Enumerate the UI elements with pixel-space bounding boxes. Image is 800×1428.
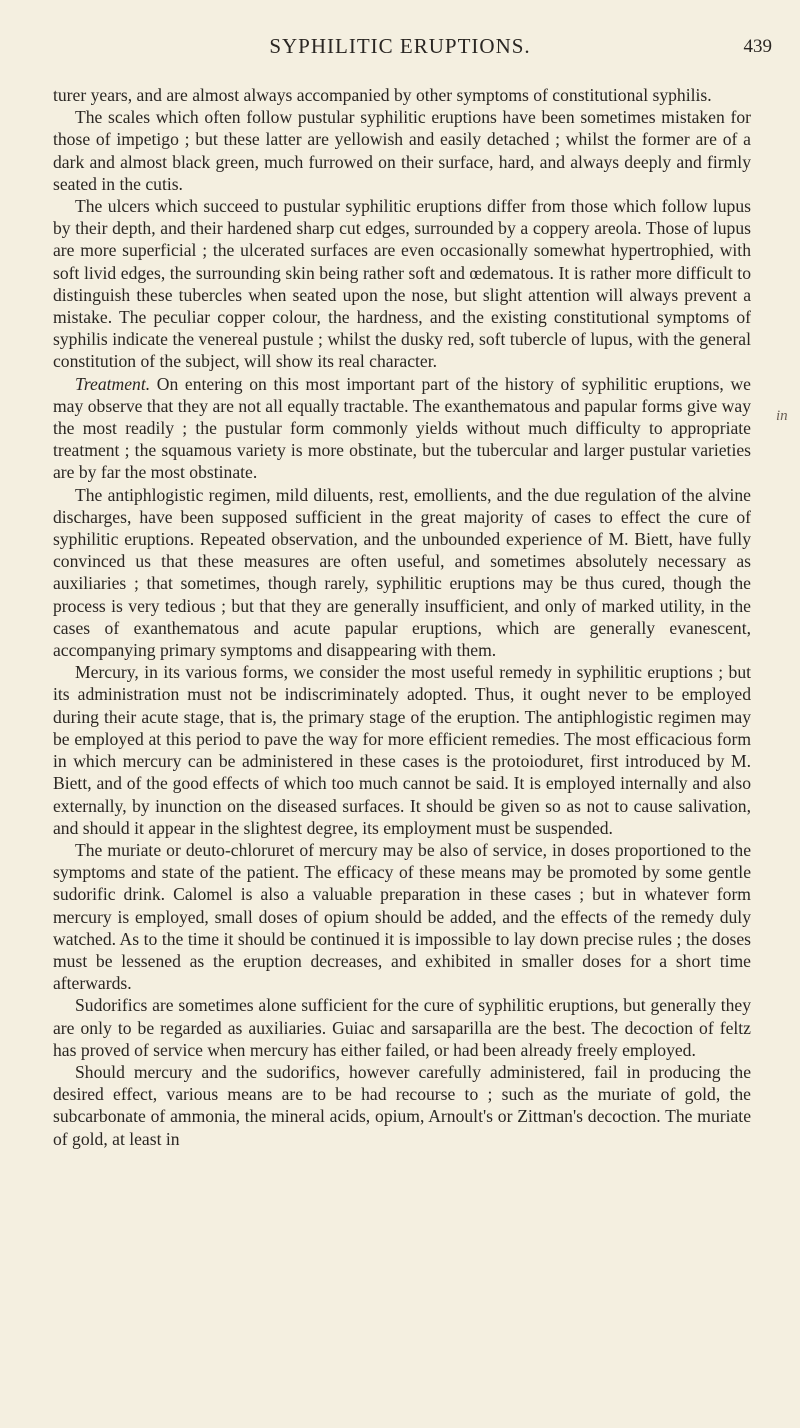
paragraph: The antiphlogistic regimen, mild diluents, rest, emollients, and the due regulation of the alvine discharges, have been supposed sufficient in the great majority of cases to effect the cure of syphilitic eruptions. Repeated observation, and the unbounded experience of M. Biett, have fully convinced us that these measures are often useful, and sometimes absolutely necessary as auxiliaries ; that sometimes, though rarely, syphilitic eruptions may be thus cured, though the process is very tedious ; but that they are generally insufficient, and only of marked utility, in the cases of exanthematous and acute papular eruptions, which are generally evanescent, accompanying primary symptoms and disappearing with them. <box>53 484 751 661</box>
section-heading-treatment: Treatment. <box>75 373 151 394</box>
paragraph <box>53 373 751 484</box>
paragraph: The ulcers which succeed to pustular syphilitic eruptions differ from those which follow lupus by their depth, and their hardened sharp cut edges, surrounded by a coppery areola. Those of lupus are more superficial ; the ulcerated surfaces are even occasionally somewhat hypertrophied, with soft livid edges, the surrounding skin being rather soft and œdematous. It is rather more difficult to distinguish these tubercles when seated upon the nose, but slight attention will always prevent a mistake. The peculiar copper colour, the hardness, and the existing constitutional symptoms of syphilis indicate the venereal pustule ; whilst the dusky red, soft tubercle of lupus, with the general constitution of the subject, will show its real character. <box>53 196 751 372</box>
page-number: 439 <box>743 36 772 57</box>
page-header <box>0 26 800 64</box>
paragraph: Sudorifics are sometimes alone sufficient for the cure of syphilitic eruptions, but generally they are only to be regarded as auxiliaries. Guiac and sarsaparilla are the best. The decoction of feltz has proved of service when mercury has either failed, or had been already freely employed. <box>53 995 751 1060</box>
body-text <box>53 84 751 1150</box>
paragraph: The scales which often follow pustular syphilitic eruptions have been sometimes mistaken for those of impetigo ; but these latter are yellowish and easily detached ; whilst the former are of a dark and almost black green, much furrowed on their surface, hard, and always deeply and firmly seated in the cutis. <box>53 107 751 194</box>
handwritten-margin-note: in <box>776 408 788 424</box>
paragraph-text: On entering on this most important part of the history of syphilitic eruptions, we may observe that they are not all equally tractable. The exanthematous and papular forms give way the most readily ; the pustular form commonly yields without much difficulty to appropriate treatment ; the squamous variety is more obstinate, but the tubercular and larger pustular varieties are by far the most obstinate. <box>53 373 751 483</box>
paragraph: Mercury, in its various forms, we consider the most useful remedy in syphilitic eruptions ; but its administration must not be indiscriminately adopted. Thus, it ought never to be employed during their acute stage, that is, the primary stage of the eruption. The antiphlogistic regimen may be employed at this period to pave the way for more efficient remedies. The most efficacious form in which mercury can be administered in these cases is the protoioduret, first introduced by M. Biett, and of the good effects of which too much cannot be said. It is employed internally and also externally, by inunction on the diseased surfaces. It should be given so as not to cause salivation, and should it appear in the slightest degree, its employment must be suspended. <box>53 662 751 838</box>
paragraph: Should mercury and the sudorifics, however carefully administered, fail in producing the desired effect, various means are to be had recourse to ; such as the muriate of gold, the subcarbonate of ammonia, the mineral acids, opium, Arnoult's or Zittman's decoction. The muriate of gold, at least in <box>53 1061 751 1149</box>
running-head: SYPHILITIC ERUPTIONS. <box>269 34 531 58</box>
paragraph: The muriate or deuto-chloruret of mercury may be also of service, in doses proportioned to the symptoms and state of the patient. The efficacy of these means may be promoted by some gentle sudorific drink. Calomel is also a valuable preparation in these cases ; but in whatever form mercury is employed, small doses of opium should be added, and the effects of the remedy duly watched. As to the time it should be continued it is impossible to lay down precise rules ; the doses must be lessened as the eruption decreases, and exhibited in smaller doses for a short time afterwards. <box>53 839 751 994</box>
paragraph: turer years, and are almost always accompanied by other symptoms of constitutional syphilis. <box>53 85 712 105</box>
